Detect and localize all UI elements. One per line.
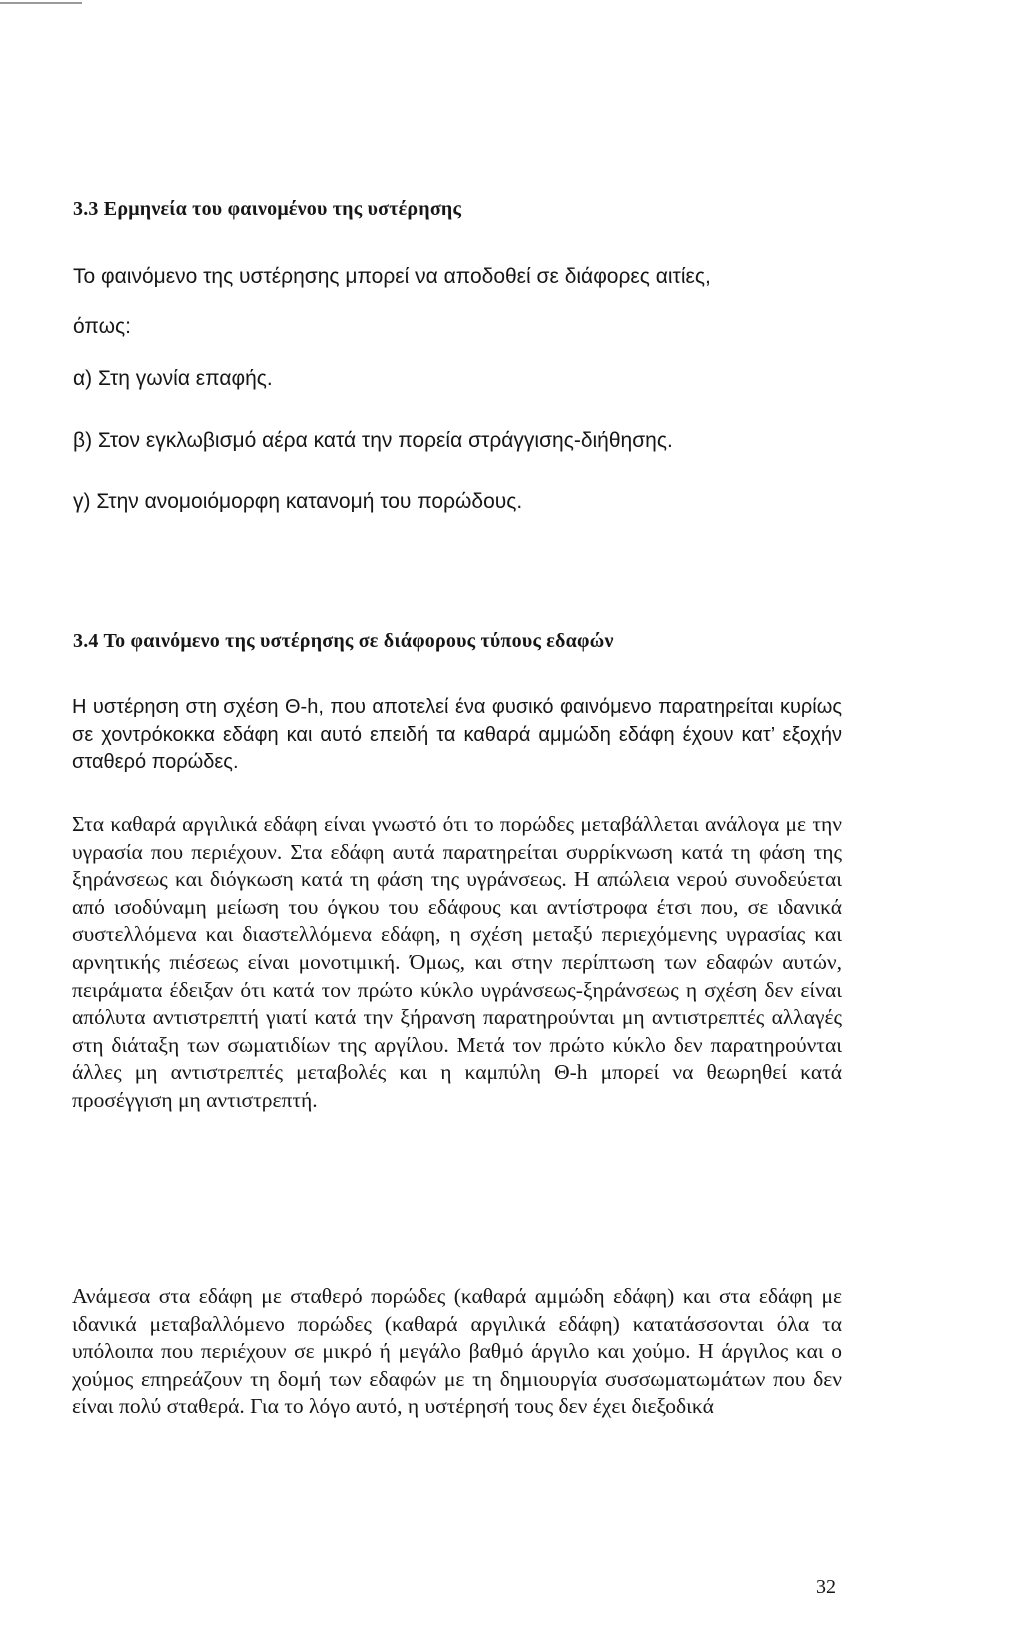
section-3-4-paragraph-3: Ανάμεσα στα εδάφη με σταθερό πορώδες (καθαρά αμμώδη εδάφη) και στα εδάφη με ιδανικά μεταβαλλόμενο πορώδες (καθαρά αργιλικά εδάφη) κατατάσσονται όλα τα υπόλοιπα που περιέχουν σε μικρό ή μεγάλο βαθμό άργιλο και χούμο. Η άργιλος και ο χούμος επηρεάζουν τη δομή των εδαφών με τη δημιουργία συσσωματωμάτων που δεν είναι πολύ σταθερά. Για το λόγο αυτό, η υστέρησή τους δεν έχει διεξοδικά [72,1284,842,1419]
page-number: 32 [816,1576,836,1598]
section-3-3-intro-line-1: Το φαινόμενο της υστέρησης μπορεί να αποδοθεί σε διάφορες αιτίες, [73,265,711,288]
section-3-4-paragraph-2: Στα καθαρά αργιλικά εδάφη είναι γνωστό ότι το πορώδες μεταβάλλεται ανάλογα με την υγρασία που περιέχουν. Στα εδάφη αυτά παρατηρείται συρρίκνωση κατά τη φάση της ξηράνσεως και διόγκωση κατά τη φάση της υγράνσεως. Η απώλεια νερού συνοδεύεται από ισοδύναμη μείωση του όγκου του εδάφους και αντίστροφα έτσι που, σε ιδανικά συστελλόμενα και διαστελλόμενα εδάφη, η σχέση μεταξύ περιεχόμενης υγρασίας και αρνητικής πιέσεως είναι μονοτιμική. Όμως, και στην περίπτωση των εδαφών αυτών, πειράματα έδειξαν ότι κατά τον πρώτο κύκλο υγράνσεως-ξηράνσεως η σχέση δεν είναι απόλυτα αντιστρεπτή γιατί κατά την ξήρανση παρατηρούνται μη αντιστρεπτές αλλαγές στη διάταξη των σωματιδίων της αργίλου. Μετά τον πρώτο κύκλο δεν παρατηρούνται άλλες μη αντιστρεπτές μεταβολές και η καμπύλη Θ-h μπορεί να θεωρηθεί κατά προσέγγιση μη αντιστρεπτή. [72,812,842,1112]
section-3-4-paragraph-1: Η υστέρηση στη σχέση Θ-h, που αποτελεί ένα φυσικό φαινόμενο παρατηρείται κυρίως σε χοντρόκοκκα εδάφη και αυτό επειδή τα καθαρά αμμώδη εδάφη έχουν κατ’ εξοχήν σταθερό πορώδες. [72,696,842,773]
section-3-4-heading: 3.4 Το φαινόμενο της υστέρησης σε διάφορους τύπους εδαφών [73,630,614,652]
cause-item-a: α) Στη γωνία επαφής. [73,367,273,390]
section-3-3-intro-line-2: όπως: [73,315,131,338]
top-edge-rule [0,2,82,4]
cause-item-b: β) Στον εγκλωβισμό αέρα κατά την πορεία στράγγισης-διήθησης. [73,429,673,452]
section-3-3-heading: 3.3 Ερμηνεία του φαινομένου της υστέρησης [73,198,462,220]
cause-item-c: γ) Στην ανομοιόμορφη κατανομή του πορώδους. [73,490,523,513]
